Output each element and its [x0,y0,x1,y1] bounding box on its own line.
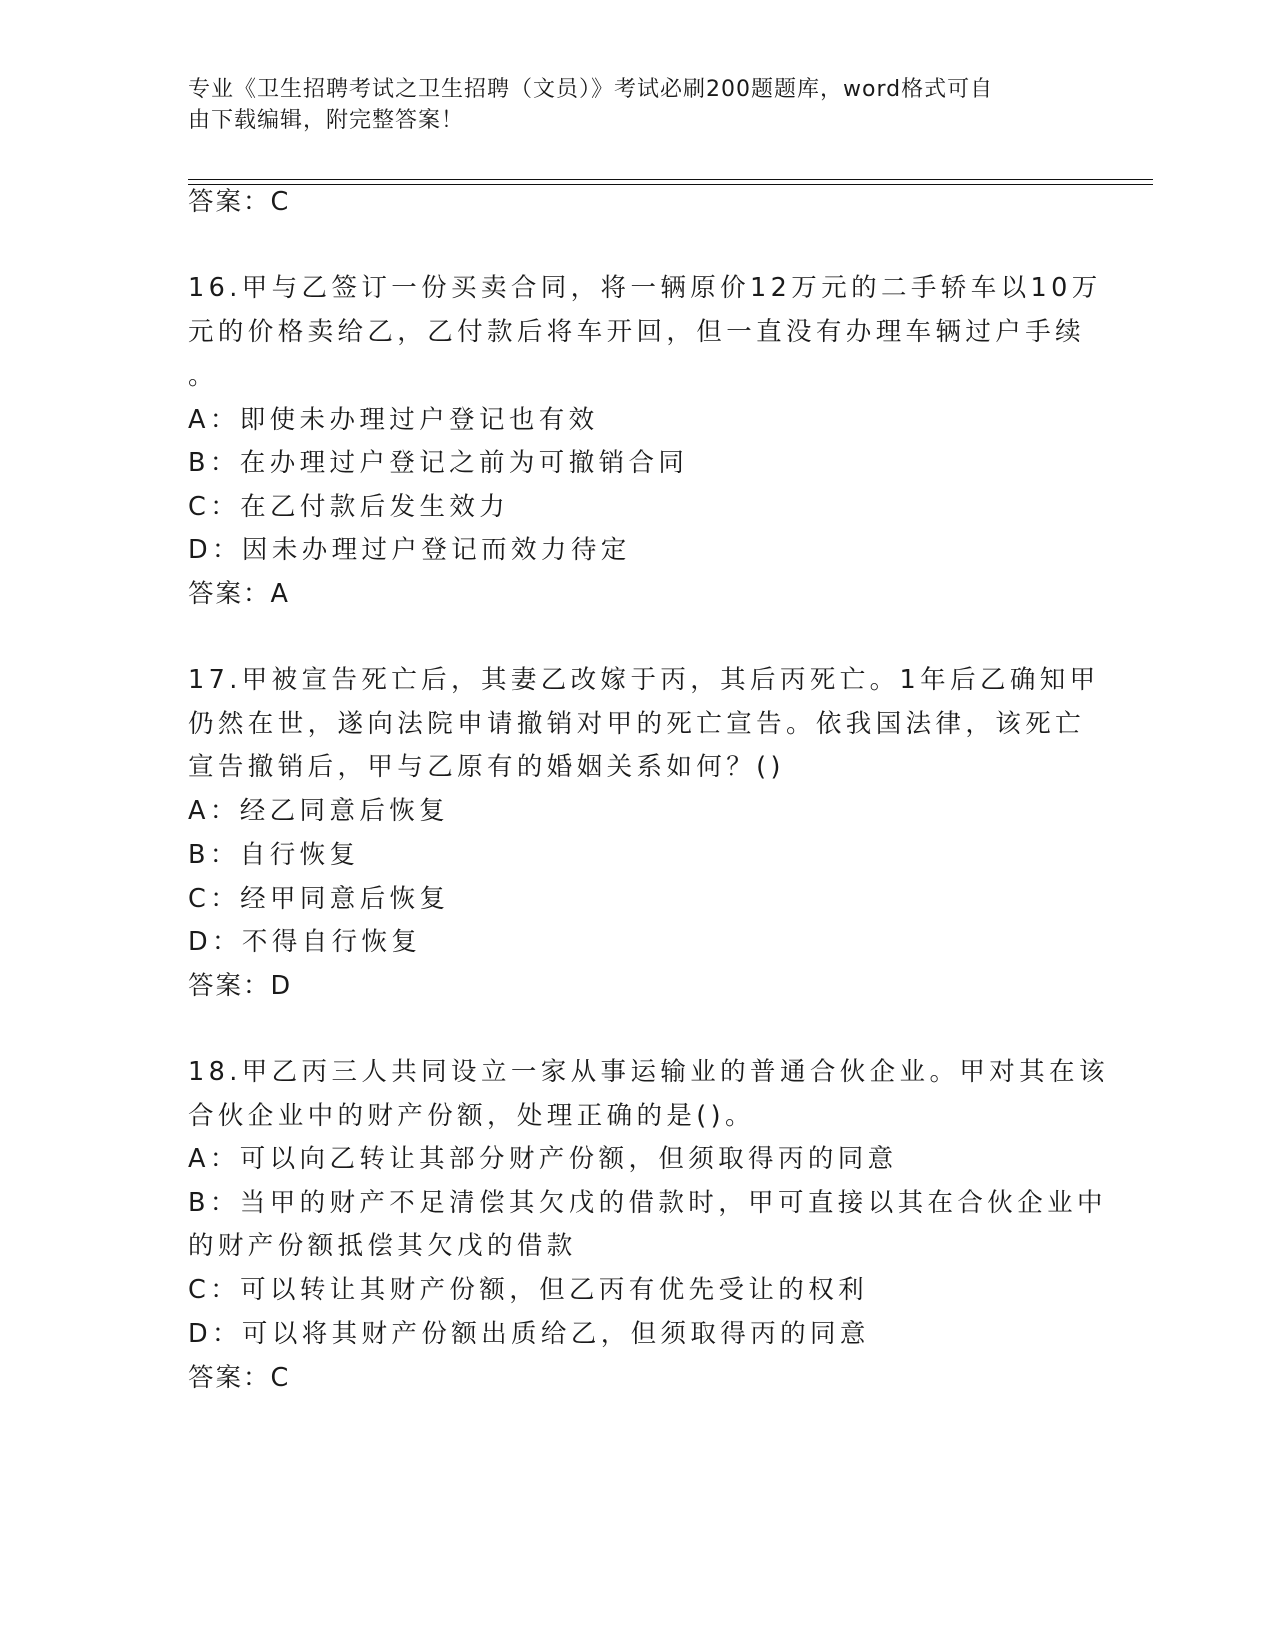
question-16-option-a: A：即使未办理过户登记也有效 [188,405,599,435]
question-18-stem-line-2: 合伙企业中的财产份额，处理正确的是()。 [188,1101,755,1131]
question-16-option-c: C：在乙付款后发生效力 [188,492,510,522]
question-18-option-b-line-2: 的财产份额抵偿其欠戊的借款 [188,1231,577,1261]
question-16-stem-line-1: 16.甲与乙签订一份买卖合同，将一辆原价12万元的二手轿车以10万 [188,273,1102,303]
question-17-stem-line-2: 仍然在世，遂向法院申请撤销对甲的死亡宣告。依我国法律，该死亡 [188,709,1086,739]
header-line-1: 专业《卫生招聘考试之卫生招聘（文员）》考试必刷200题题库，word格式可自 [188,77,994,102]
question-16-answer: 答案：A [188,579,290,609]
question-17-answer: 答案：D [188,971,293,1001]
previous-answer: 答案：C [188,187,291,217]
header-rule-bottom [188,184,1153,185]
question-18-option-b-line-1: B：当甲的财产不足清偿其欠戊的借款时，甲可直接以其在合伙企业中 [188,1188,1107,1218]
question-16-option-d: D：因未办理过户登记而效力待定 [188,535,631,565]
question-17-option-c: C：经甲同意后恢复 [188,884,450,914]
document-header [188,74,1088,136]
question-17-stem-line-1: 17.甲被宣告死亡后，其妻乙改嫁于丙，其后丙死亡。1年后乙确知甲 [188,665,1100,695]
question-18-option-a: A：可以向乙转让其部分财产份额，但须取得丙的同意 [188,1144,898,1174]
question-17-option-d: D：不得自行恢复 [188,927,422,957]
question-16-stem-line-3: 。 [188,361,218,391]
question-17-option-b: B：自行恢复 [188,840,360,870]
question-17-option-a: A：经乙同意后恢复 [188,796,450,826]
question-18-stem-line-1: 18.甲乙丙三人共同设立一家从事运输业的普通合伙企业。甲对其在该 [188,1057,1109,1087]
question-17-stem-line-3: 宣告撤销后，甲与乙原有的婚姻关系如何？() [188,752,785,782]
question-18-option-c: C：可以转让其财产份额，但乙丙有优先受让的权利 [188,1275,869,1305]
header-line-2: 由下载编辑，附完整答案！ [188,108,465,133]
question-18-option-d: D：可以将其财产份额出质给乙，但须取得丙的同意 [188,1319,870,1349]
question-16-stem-line-2: 元的价格卖给乙，乙付款后将车开回，但一直没有办理车辆过户手续 [188,317,1086,347]
question-18-answer: 答案：C [188,1363,291,1393]
question-16-option-b: B：在办理过户登记之前为可撤销合同 [188,448,689,478]
header-rule-top [188,179,1153,180]
